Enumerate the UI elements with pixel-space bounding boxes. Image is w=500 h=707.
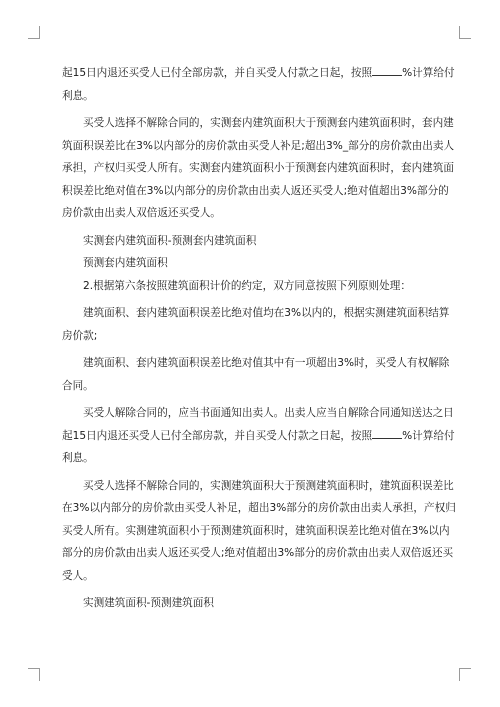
text-line: 房价款由出卖人双倍返还买受人。 <box>62 207 221 219</box>
text-line: 部分的房价款由出卖人返还买受人;绝对值超出3%部分的房价款由出卖人双倍返还买 <box>62 547 454 559</box>
text-line: 合同。 <box>62 379 94 392</box>
paragraph-termination <box>62 402 455 470</box>
text-line: 受人。 <box>62 569 94 582</box>
text-line: 筑面积误差比在3%以内部分的房价款由买受人补足;超出3%_部分的房价款由出卖人 <box>62 139 455 152</box>
text-line: 买受人选择不解除合同的，实测建筑面积大于预测建筑面积时，建筑面积误差比 <box>83 479 454 492</box>
section-heading: 2.根据第六条按照建筑面积计价的约定，双方同意按照下列原则处理： <box>83 279 411 292</box>
text-line: 买受人解除合同的，应当书面通知出卖人。出卖人应当自解除合同通知送达之日 <box>83 407 454 419</box>
text-run: %计算给付 <box>402 429 455 442</box>
text-line <box>62 425 455 448</box>
crop-mark-bottom-right <box>459 668 471 681</box>
paragraph-within-3pct <box>62 302 450 347</box>
text-line: 在3%以内部分的房价款由买受人补足，超出3%部分的房价款由出卖人承担，产权归 <box>62 502 456 514</box>
crop-mark-top-right <box>459 26 471 39</box>
paragraph-refund-inner <box>62 62 455 107</box>
text-line: 建筑面积、套内建筑面积误差比绝对值其中有一项超出3%时，买受人有权解除 <box>83 357 450 369</box>
crop-mark-bottom-left <box>28 668 40 681</box>
paragraph-exceed-3pct <box>62 352 450 397</box>
text-line <box>62 62 455 85</box>
text-line: 利息。 <box>62 452 94 464</box>
formula-numerator: 实测套内建筑面积-预测套内建筑面积 <box>83 234 257 247</box>
crop-mark-top-left <box>28 26 40 39</box>
text-line: 积误差比绝对值在3%以内部分的房价款由出卖人返还买受人;绝对值超出3%部分的 <box>62 184 449 197</box>
formula-numerator: 实测建筑面积-预测建筑面积 <box>83 597 214 609</box>
document-body <box>62 62 456 615</box>
text-run: 起15日内退还买受人已付全部房款，并自买受人付款之日起，按照 <box>62 67 373 79</box>
text-line: 买受人选择不解除合同的，实测套内建筑面积大于预测套内建筑面积时，套内建 <box>83 117 454 129</box>
rate-blank <box>372 428 402 439</box>
paragraph-building-area-rules <box>62 475 456 588</box>
formula-denominator: 预测套内建筑面积 <box>83 257 168 269</box>
text-run: %计算给付 <box>402 67 455 79</box>
rate-blank <box>372 65 402 76</box>
text-line: 建筑面积、套内建筑面积误差比绝对值均在3%以内的，根据实测建筑面积结算 <box>83 307 450 319</box>
text-run: 起15日内退还买受人已付全部房款，并自买受人付款之日起，按照 <box>62 429 373 442</box>
text-line: 利息。 <box>62 89 94 102</box>
text-line: 买受人所有。实测建筑面积小于预测建筑面积时，建筑面积误差比绝对值在3%以内 <box>62 524 450 537</box>
text-line: 房价款; <box>62 329 98 342</box>
text-line: 承担，产权归买受人所有。实测套内建筑面积小于预测套内建筑面积时，套内建筑面 <box>62 162 454 174</box>
paragraph-inner-area-rules <box>62 112 455 225</box>
